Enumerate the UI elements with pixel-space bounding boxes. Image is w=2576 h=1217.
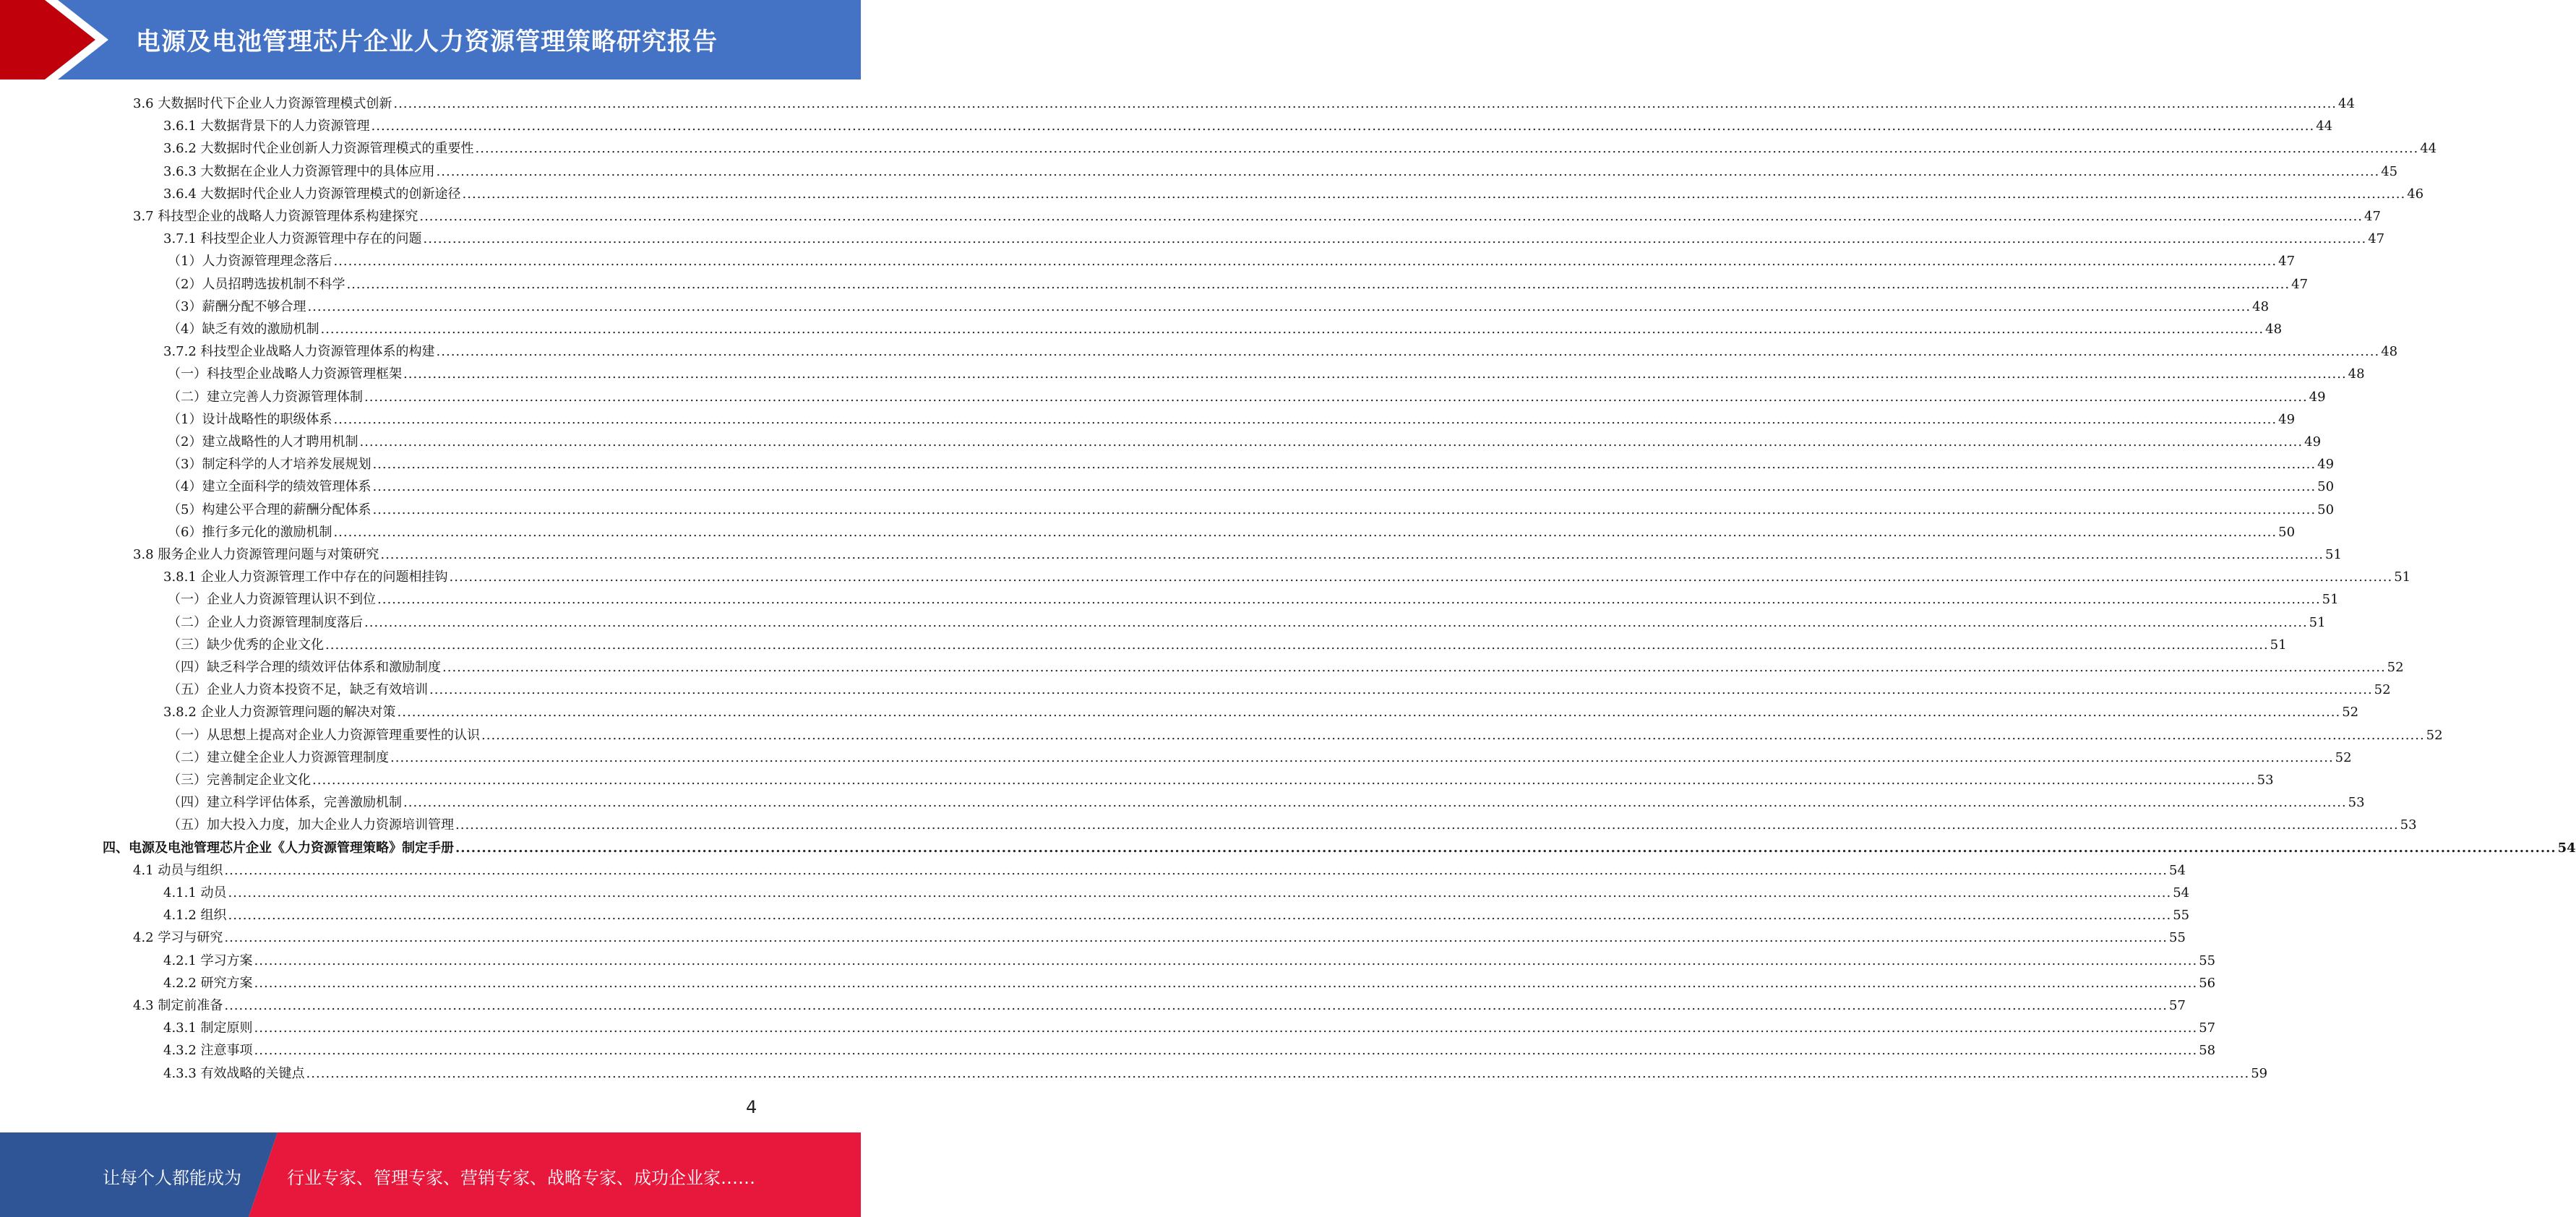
toc-leader-dots: ................................................................................................................................................................................................................................................................................................................................................................................................................ <box>254 952 2198 968</box>
toc-entry-page: 44 <box>2338 96 2355 111</box>
toc-entry[interactable] <box>133 205 2381 228</box>
toc-leader-dots: ................................................................................................................................................................................................................................................................................................................................................................................................................ <box>325 637 2269 653</box>
toc-entry-label: （一）科技型企业战略人力资源管理框架 <box>168 366 402 382</box>
toc-entry-label: 4.1.1 动员 <box>163 885 227 900</box>
toc-leader-dots: ................................................................................................................................................................................................................................................................................................................................................................................................................ <box>254 975 2198 991</box>
toc-entry-page: 53 <box>2348 795 2365 811</box>
toc-entry-page: 49 <box>2309 389 2326 405</box>
toc-leader-dots: ................................................................................................................................................................................................................................................................................................................................................................................................................ <box>346 276 2291 292</box>
toc-entry-label: （1）人力资源管理理念落后 <box>168 254 332 270</box>
toc-entry[interactable] <box>163 137 2437 160</box>
toc-entry-page: 51 <box>2270 637 2287 653</box>
toc-entry-page: 47 <box>2368 231 2385 247</box>
toc-entry-page: 49 <box>2278 411 2296 427</box>
toc-leader-dots: ................................................................................................................................................................................................................................................................................................................................................................................................................ <box>481 727 2425 743</box>
toc-leader-dots: ................................................................................................................................................................................................................................................................................................................................................................................................................ <box>372 479 2317 495</box>
toc-entry[interactable] <box>163 1062 2268 1085</box>
toc-leader-dots: ................................................................................................................................................................................................................................................................................................................................................................................................................ <box>364 389 2308 405</box>
toc-leader-dots: ................................................................................................................................................................................................................................................................................................................................................................................................................ <box>380 547 2324 562</box>
toc-leader-dots: ................................................................................................................................................................................................................................................................................................................................................................................................................ <box>442 660 2386 675</box>
toc-entry-label: （一）从思想上提高对企业人力资源管理重要性的认识 <box>168 727 480 743</box>
toc-leader-dots: ................................................................................................................................................................................................................................................................................................................................................................................................................ <box>436 163 2380 179</box>
toc-entry[interactable] <box>163 882 2190 904</box>
toc-leader-dots: ................................................................................................................................................................................................................................................................................................................................................................................................................ <box>228 885 2172 900</box>
toc-entry-page: 49 <box>2304 434 2322 450</box>
toc-leader-dots: ................................................................................................................................................................................................................................................................................................................................................................................................................ <box>377 592 2321 608</box>
toc-entry[interactable] <box>168 408 2296 431</box>
toc-entry[interactable] <box>168 273 2309 296</box>
toc-entry-label: 4.2 学习与研究 <box>133 930 223 946</box>
toc-leader-dots: ................................................................................................................................................................................................................................................................................................................................................................................................................ <box>429 682 2373 698</box>
toc-entry[interactable] <box>168 363 2365 385</box>
toc-leader-dots: ................................................................................................................................................................................................................................................................................................................................................................................................................ <box>436 344 2380 360</box>
toc-entry-label: 4.2.1 学习方案 <box>163 952 253 968</box>
toc-leader-dots: ................................................................................................................................................................................................................................................................................................................................................................................................................ <box>254 1020 2198 1036</box>
toc-entry[interactable] <box>168 747 2352 769</box>
footer-banner <box>0 1132 861 1217</box>
toc-entry-page: 47 <box>2291 276 2309 292</box>
toc-entry-page: 59 <box>2251 1065 2268 1081</box>
toc-entry[interactable] <box>163 1017 2216 1039</box>
toc-entry-page: 53 <box>2257 773 2274 788</box>
toc-entry-label: （五）加大投入力度，加大企业人力资源培训管理 <box>168 817 454 833</box>
toc-entry-label: 3.7.1 科技型企业人力资源管理中存在的问题 <box>163 231 422 247</box>
toc-entry[interactable] <box>168 476 2335 498</box>
toc-entry-page: 54 <box>2169 862 2186 878</box>
toc-entry-page: 46 <box>2407 186 2424 202</box>
toc-entry-page: 52 <box>2426 727 2443 743</box>
toc-entry[interactable] <box>168 521 2296 543</box>
toc-entry-label: （3）制定科学的人才培养发展规划 <box>168 457 372 473</box>
toc-entry[interactable] <box>168 588 2339 611</box>
header-arrow-decoration <box>0 0 108 79</box>
toc-entry[interactable] <box>163 228 2385 250</box>
toc-leader-dots: ................................................................................................................................................................................................................................................................................................................................................................................................................ <box>306 1065 2250 1081</box>
toc-entry-label: 3.6.4 大数据时代企业人力资源管理模式的创新途径 <box>163 186 461 202</box>
toc-entry[interactable] <box>163 1039 2216 1062</box>
toc-entry[interactable] <box>168 296 2270 318</box>
toc-leader-dots: ................................................................................................................................................................................................................................................................................................................................................................................................................ <box>372 457 2317 473</box>
toc-entry[interactable] <box>168 318 2283 340</box>
header-banner <box>0 0 861 79</box>
toc-entry[interactable] <box>133 93 2355 115</box>
toc-leader-dots: ................................................................................................................................................................................................................................................................................................................................................................................................................ <box>393 96 2337 111</box>
toc-entry[interactable] <box>163 160 2398 183</box>
toc-entry-page: 51 <box>2309 614 2326 630</box>
toc-entry-label: 3.6.1 大数据背景下的人力资源管理 <box>163 119 370 134</box>
toc-entry-label: （3）薪酬分配不够合理 <box>168 298 306 314</box>
toc-entry-page: 52 <box>2387 660 2404 675</box>
toc-entry-label: 3.8 服务企业人力资源管理问题与对策研究 <box>133 547 379 562</box>
toc-entry-label: （三）缺少优秀的企业文化 <box>168 637 324 653</box>
toc-entry-page: 49 <box>2317 457 2335 473</box>
toc-leader-dots: ................................................................................................................................................................................................................................................................................................................................................................................................................ <box>333 524 2277 540</box>
toc-entry-label: （二）企业人力资源管理制度落后 <box>168 614 363 630</box>
toc-entry-label: 3.7.2 科技型企业战略人力资源管理体系的构建 <box>163 344 435 360</box>
toc-entry[interactable] <box>168 791 2365 814</box>
toc-entry-page: 47 <box>2364 209 2381 224</box>
toc-entry-label: （四）建立科学评估体系，完善激励机制 <box>168 795 402 811</box>
toc-entry-label: （4）建立全面科学的绩效管理体系 <box>168 479 372 495</box>
toc-entry[interactable] <box>103 837 2576 859</box>
toc-entry[interactable] <box>163 566 2411 588</box>
toc-entry[interactable] <box>163 115 2333 137</box>
page-number: 4 <box>746 1097 757 1117</box>
toc-entry[interactable] <box>163 183 2424 205</box>
toc-entry[interactable] <box>168 724 2443 747</box>
toc-entry-page: 57 <box>2169 998 2186 1013</box>
toc-entry-page: 45 <box>2381 163 2398 179</box>
toc-entry-label: （一）企业人力资源管理认识不到位 <box>168 592 376 608</box>
toc-entry[interactable] <box>163 340 2398 363</box>
toc-entry[interactable] <box>168 250 2296 272</box>
toc-entry-label: （2）人员招聘选拔机制不科学 <box>168 276 345 292</box>
toc-entry-label: 4.3.3 有效战略的关键点 <box>163 1065 305 1081</box>
toc-entry[interactable] <box>133 994 2186 1017</box>
toc-leader-dots: ................................................................................................................................................................................................................................................................................................................................................................................................................ <box>359 434 2304 450</box>
toc-entry-label: （4）缺乏有效的激励机制 <box>168 322 319 337</box>
toc-entry-label: （1）设计战略性的职级体系 <box>168 411 332 427</box>
toc-entry[interactable] <box>163 950 2216 972</box>
toc-entry[interactable] <box>163 701 2359 723</box>
toc-entry-label: （三）完善制定企业文化 <box>168 773 311 788</box>
toc-entry[interactable] <box>168 656 2404 679</box>
footer-slogan-left: 让每个人都能成为 <box>103 1168 241 1188</box>
toc-entry-label: 4.1 动员与组织 <box>133 862 223 878</box>
toc-entry-page: 50 <box>2317 502 2335 517</box>
toc-entry-label: 4.1.2 组织 <box>163 908 227 924</box>
toc-leader-dots: ................................................................................................................................................................................................................................................................................................................................................................................................................ <box>455 817 2399 833</box>
toc-leader-dots: ................................................................................................................................................................................................................................................................................................................................................................................................................ <box>228 908 2172 924</box>
toc-entry[interactable] <box>168 386 2326 408</box>
toc-entry-label: 4.2.2 研究方案 <box>163 975 253 991</box>
toc-leader-dots: ................................................................................................................................................................................................................................................................................................................................................................................................................ <box>475 141 2419 157</box>
report-title: 电源及电池管理芯片企业人力资源管理策略研究报告 <box>136 27 718 56</box>
toc-leader-dots: ................................................................................................................................................................................................................................................................................................................................................................................................................ <box>419 209 2364 224</box>
toc-entry[interactable] <box>168 679 2391 701</box>
toc-entry-page: 56 <box>2199 975 2216 991</box>
toc-entry[interactable] <box>163 904 2190 926</box>
toc-entry-page: 53 <box>2400 817 2417 833</box>
toc-entry-page: 51 <box>2394 569 2411 585</box>
toc-entry-page: 52 <box>2335 749 2352 765</box>
toc-entry-label: （2）建立战略性的人才聘用机制 <box>168 434 359 450</box>
toc-leader-dots: ................................................................................................................................................................................................................................................................................................................................................................................................................ <box>224 862 2168 878</box>
toc-entry[interactable] <box>163 972 2216 994</box>
toc-leader-dots: ................................................................................................................................................................................................................................................................................................................................................................................................................ <box>371 119 2315 134</box>
toc-entry-label: 四、电源及电池管理芯片企业《人力资源管理策略》制定手册 <box>103 840 454 856</box>
toc-leader-dots: ................................................................................................................................................................................................................................................................................................................................................................................................................ <box>364 614 2308 630</box>
toc-entry-label: （四）缺乏科学合理的绩效评估体系和激励制度 <box>168 660 441 675</box>
toc-entry-page: 47 <box>2278 254 2296 270</box>
toc-entry-page: 52 <box>2374 682 2391 698</box>
toc-entry-page: 58 <box>2199 1043 2216 1059</box>
toc-entry-label: （6）推行多元化的激励机制 <box>168 524 332 540</box>
toc-entry-page: 54 <box>2173 885 2190 900</box>
toc-leader-dots: ................................................................................................................................................................................................................................................................................................................................................................................................................ <box>312 773 2256 788</box>
toc-entry-page: 52 <box>2342 705 2359 721</box>
toc-leader-dots: ................................................................................................................................................................................................................................................................................................................................................................................................................ <box>320 322 2264 337</box>
toc-leader-dots: ................................................................................................................................................................................................................................................................................................................................................................................................................ <box>455 840 2556 856</box>
toc-leader-dots: ................................................................................................................................................................................................................................................................................................................................................................................................................ <box>307 298 2251 314</box>
toc-entry-page: 44 <box>2420 141 2437 157</box>
toc-entry-page: 48 <box>2265 322 2283 337</box>
toc-entry-label: 4.3.1 制定原则 <box>163 1020 253 1036</box>
toc-leader-dots: ................................................................................................................................................................................................................................................................................................................................................................................................................ <box>397 705 2341 721</box>
toc-entry[interactable] <box>168 634 2287 656</box>
toc-entry-label: 3.8.1 企业人力资源管理工作中存在的问题相挂钩 <box>163 569 448 585</box>
toc-leader-dots: ................................................................................................................................................................................................................................................................................................................................................................................................................ <box>254 1043 2198 1059</box>
toc-entry[interactable] <box>133 926 2186 949</box>
toc-leader-dots: ................................................................................................................................................................................................................................................................................................................................................................................................................ <box>462 186 2406 202</box>
toc-leader-dots: ................................................................................................................................................................................................................................................................................................................................................................................................................ <box>333 254 2277 270</box>
toc-entry-page: 50 <box>2278 524 2296 540</box>
toc-entry[interactable] <box>168 431 2322 453</box>
toc-entry-page: 50 <box>2317 479 2335 495</box>
toc-entry-label: 4.3 制定前准备 <box>133 998 223 1013</box>
toc-entry-label: 3.6.2 大数据时代企业创新人力资源管理模式的重要性 <box>163 141 474 157</box>
toc-leader-dots: ................................................................................................................................................................................................................................................................................................................................................................................................................ <box>224 998 2168 1013</box>
toc-entry-page: 54 <box>2557 840 2576 856</box>
toc-leader-dots: ................................................................................................................................................................................................................................................................................................................................................................................................................ <box>390 749 2334 765</box>
toc-leader-dots: ................................................................................................................................................................................................................................................................................................................................................................................................................ <box>449 569 2393 585</box>
toc-entry-page: 48 <box>2381 344 2398 360</box>
toc-entry-page: 55 <box>2173 908 2190 924</box>
toc-entry-label: 4.3.2 注意事项 <box>163 1043 253 1059</box>
toc-entry[interactable] <box>133 543 2342 566</box>
toc-entry-label: 3.6.3 大数据在企业人力资源管理中的具体应用 <box>163 163 435 179</box>
toc-leader-dots: ................................................................................................................................................................................................................................................................................................................................................................................................................ <box>403 795 2347 811</box>
toc-entry-page: 48 <box>2252 298 2270 314</box>
toc-entry[interactable] <box>168 769 2274 791</box>
toc-leader-dots: ................................................................................................................................................................................................................................................................................................................................................................................................................ <box>423 231 2367 247</box>
toc-entry-label: （二）建立完善人力资源管理体制 <box>168 389 363 405</box>
toc-leader-dots: ................................................................................................................................................................................................................................................................................................................................................................................................................ <box>372 502 2317 517</box>
toc-leader-dots: ................................................................................................................................................................................................................................................................................................................................................................................................................ <box>403 366 2347 382</box>
footer-slogan-right: 行业专家、管理专家、营销专家、战略专家、成功企业家…… <box>287 1168 755 1188</box>
toc-entry-label: （5）构建公平合理的薪酬分配体系 <box>168 502 372 517</box>
toc-entry-label: 3.8.2 企业人力资源管理问题的解决对策 <box>163 705 396 721</box>
toc-entry[interactable] <box>168 499 2335 521</box>
toc-entry-page: 44 <box>2316 119 2333 134</box>
toc-entry-label: 3.6 大数据时代下企业人力资源管理模式创新 <box>133 96 392 111</box>
toc-entry-page: 57 <box>2199 1020 2216 1036</box>
toc-leader-dots: ................................................................................................................................................................................................................................................................................................................................................................................................................ <box>224 930 2168 946</box>
toc-entry-page: 51 <box>2325 547 2342 562</box>
toc-entry-label: （二）建立健全企业人力资源管理制度 <box>168 749 389 765</box>
toc-entry-label: 3.7 科技型企业的战略人力资源管理体系构建探究 <box>133 209 418 224</box>
toc-entry[interactable] <box>168 814 2417 836</box>
toc-leader-dots: ................................................................................................................................................................................................................................................................................................................................................................................................................ <box>333 411 2277 427</box>
toc-entry-page: 51 <box>2322 592 2339 608</box>
toc-entry-label: （五）企业人力资本投资不足，缺乏有效培训 <box>168 682 428 698</box>
toc-entry-page: 48 <box>2348 366 2365 382</box>
toc-entry-page: 55 <box>2199 952 2216 968</box>
toc-entry-page: 55 <box>2169 930 2186 946</box>
toc-entry[interactable] <box>168 611 2326 634</box>
toc-entry[interactable] <box>133 859 2186 882</box>
toc-entry[interactable] <box>168 453 2335 476</box>
